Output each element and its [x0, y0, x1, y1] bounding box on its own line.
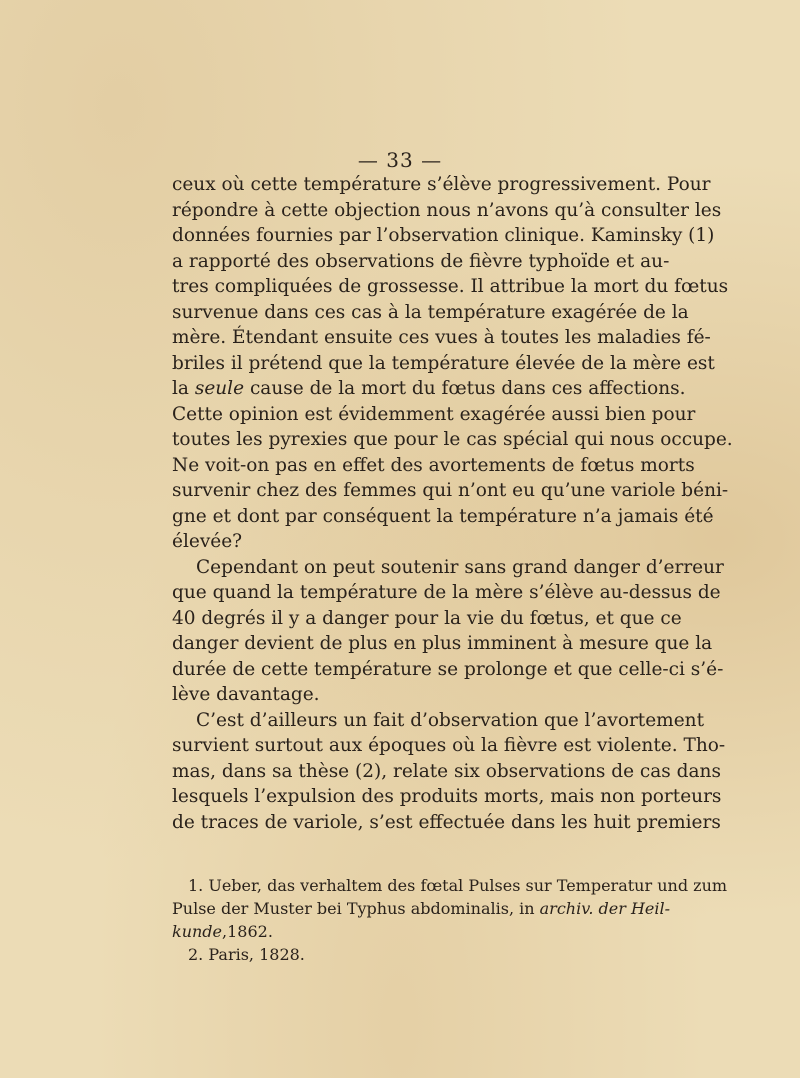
- text-line: Cette opinion est évidemment exagérée aussi bien pour: [172, 403, 696, 425]
- text-line: lesquels l’expulsion des produits morts, mais non porteurs: [172, 786, 722, 807]
- body-text: [172, 172, 733, 835]
- italic-word: seule: [194, 378, 245, 399]
- text-line: de traces de variole, s’est effectuée dans les huit premiers: [172, 811, 721, 833]
- footnote-1-cont: [172, 897, 671, 920]
- italic-title: archiv. der Heil-: [539, 899, 671, 918]
- text-line: mas, dans sa thèse (2), relate six observations de cas dans: [172, 760, 721, 782]
- text-line: que quand la température de la mère s’élève au-dessus de: [172, 582, 721, 603]
- text-fragment: la: [172, 378, 195, 399]
- text-line: ceux où cette température s’élève progressivement. Pour: [172, 174, 711, 195]
- footnote-2: 2. Paris, 1828.: [188, 945, 305, 964]
- text-line: survient surtout aux époques où la fièvre est violente. Tho-: [172, 735, 726, 756]
- text-line: durée de cette température se prolonge et que celle-ci s’é-: [172, 658, 724, 680]
- text-line: lève davantage.: [172, 684, 320, 705]
- footnotes: [172, 874, 728, 966]
- text-fragment: ,1862.: [222, 922, 273, 941]
- text-line: briles il prétend que la température élevée de la mère est: [172, 352, 715, 374]
- text-line: survenir chez des femmes qui n’ont eu qu’une variole béni-: [172, 480, 729, 501]
- text-line: mère. Étendant ensuite ces vues à toutes les maladies fé-: [172, 327, 711, 348]
- text-line: 40 degrés il y a danger pour la vie du fœtus, et que ce: [172, 607, 682, 629]
- text-line: [172, 376, 686, 402]
- italic-title: kunde: [172, 922, 223, 941]
- text-line: élevée?: [172, 531, 243, 552]
- text-line: danger devient de plus en plus imminent à mesure que la: [172, 633, 713, 654]
- text-line: survenue dans ces cas à la température exagérée de la: [172, 301, 689, 323]
- text-line: a rapporté des observations de fièvre typhoïde et au-: [172, 250, 670, 272]
- text-line: toutes les pyrexies que pour le cas spécial qui nous occupe.: [172, 429, 733, 450]
- text-fragment: cause de la mort du fœtus dans ces affections.: [244, 378, 686, 399]
- text-fragment: Pulse der Muster bei Typhus abdominalis, in: [172, 899, 540, 918]
- footnote-1: 1. Ueber, das verhaltem des fœtal Pulses sur Temperatur und zum: [188, 876, 728, 895]
- text-line: données fournies par l’observation clinique. Kaminsky (1): [172, 225, 715, 246]
- text-line: répondre à cette objection nous n’avons qu’à consulter les: [172, 199, 722, 221]
- paragraph-start: C’est d’ailleurs un fait d’observation que l’avortement: [196, 709, 705, 731]
- text-line: tres compliquées de grossesse. Il attribue la mort du fœtus: [172, 276, 729, 297]
- page-number: — 33 —: [357, 148, 443, 172]
- paragraph-start: Cependant on peut soutenir sans grand danger d’erreur: [196, 556, 724, 578]
- text-line: gne et dont par conséquent la température n’a jamais été: [172, 505, 714, 527]
- text-line: Ne voit-on pas en effet des avortements de fœtus morts: [172, 454, 695, 476]
- footnote-1-end: [172, 920, 642, 943]
